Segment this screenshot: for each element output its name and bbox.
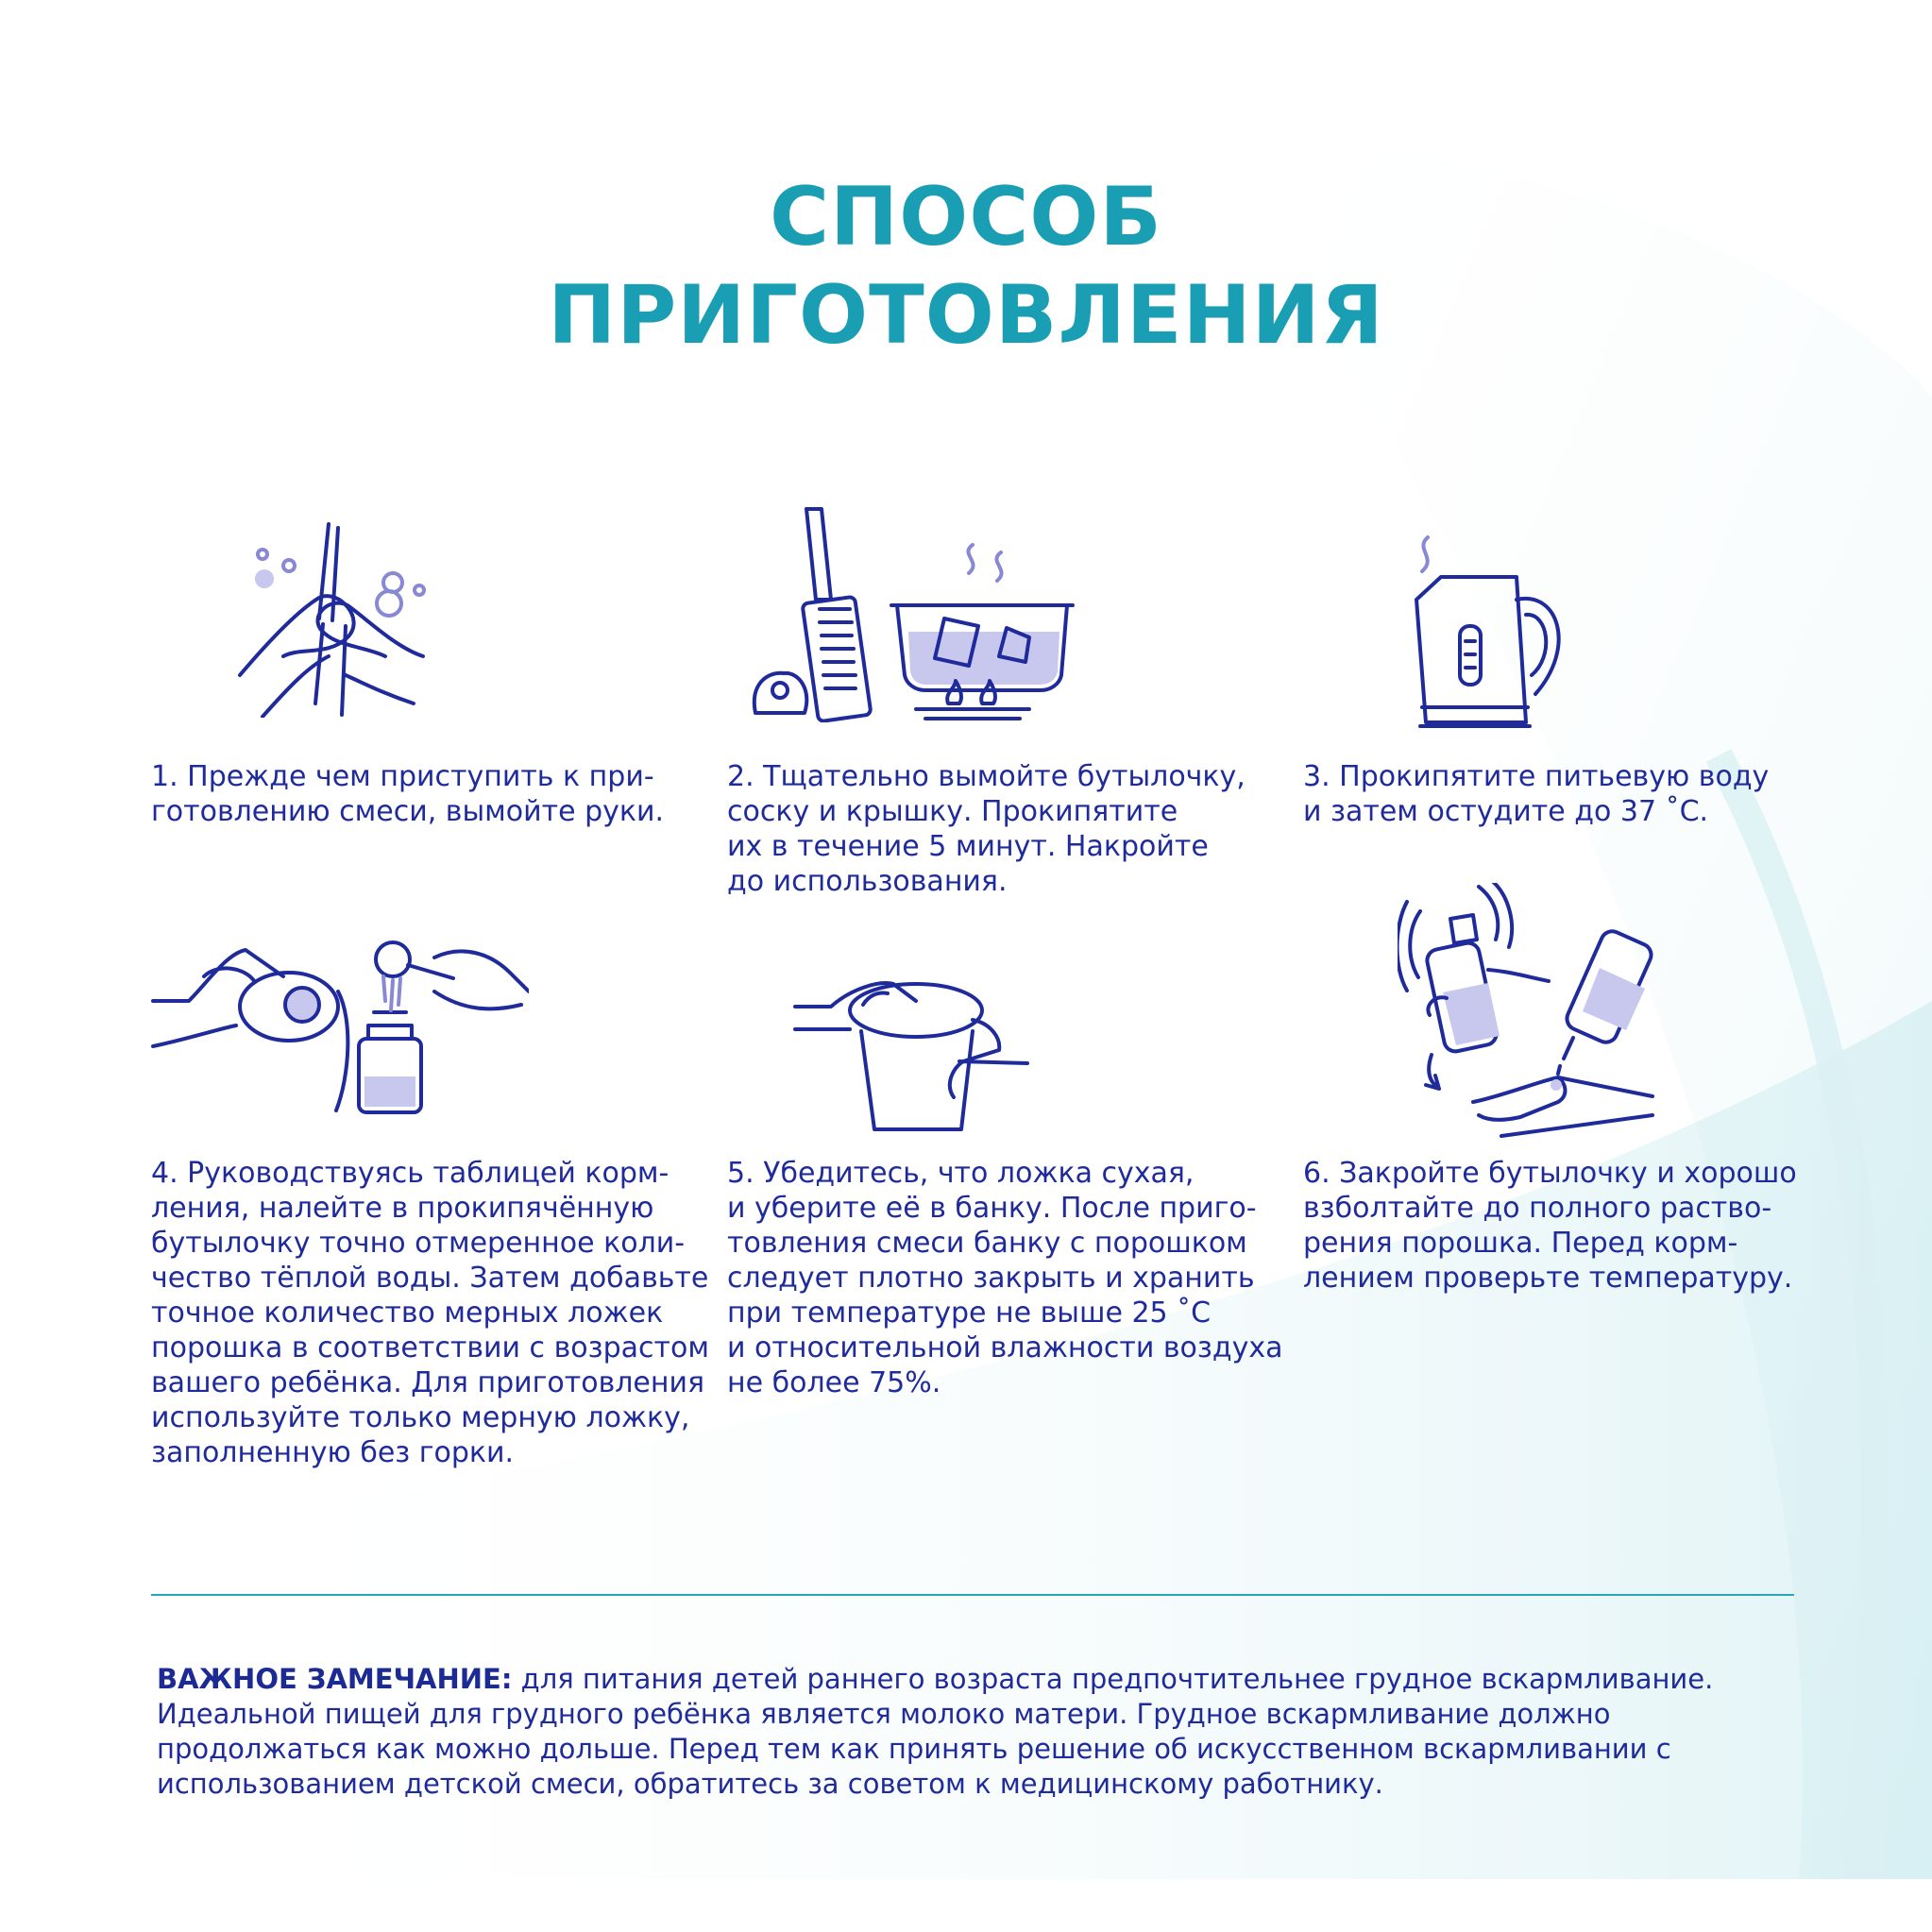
step-6-text: 6. Закройте бутылочку и хорошо взболтайте до полного раство- рения порошка. Перед корм- лением проверьте температуру.: [1303, 1157, 1797, 1295]
shaking-bottle-and-wrist-test-icon: [1398, 883, 1662, 1138]
important-note-lead: ВАЖНОЕ ЗАМЕЧАНИЕ:: [157, 1663, 513, 1695]
step-4-text: 4. Руководствуясь таблицей корм- ления, налейте в прокипячённую бутылочку точно отмеренное коли- чество тёплой воды. Затем добавьте точное количество мерных ложек порошка в соответствии с возрастом вашего ребёнка. Для приготовления используйте только мерную ложку, заполненную без горки.: [151, 1157, 709, 1469]
closing-can-icon: [793, 963, 1029, 1133]
measuring-spoon-and-bottle-icon: [151, 935, 529, 1114]
bottle-brush-and-boiling-pot-icon: [746, 505, 1086, 722]
important-note: [157, 1662, 1781, 1802]
hand-washing-icon: [234, 515, 432, 718]
step-1-text: 1. Прежде чем приступить к при- готовлению смеси, вымойте руки.: [151, 760, 665, 828]
step-5-text: 5. Убедитесь, что ложка сухая, и уберите её в банку. После приго- товления смеси банку с порошком следует плотно закрыть и хранить при температуре не выше 25 ˚С и относительной влажности воздуха не более 75%.: [727, 1157, 1283, 1399]
title-line-2: ПРИГОТОВЛЕНИЯ: [548, 268, 1384, 363]
step-3-text: 3. Прокипятите питьевую воду и затем остудите до 37 ˚С.: [1303, 760, 1770, 828]
divider-line: [151, 1594, 1794, 1596]
page-title: [0, 168, 1932, 364]
title-line-1: СПОСОБ: [770, 170, 1162, 264]
kettle-icon: [1407, 534, 1577, 732]
step-2-text: 2. Тщательно вымойте бутылочку, соску и крышку. Прокипятите их в течение 5 минут. Накройте до использования.: [727, 760, 1246, 898]
important-note-text: для питания детей раннего возраста предпочтительнее грудное вскармливание. Идеальной пищей для грудного ребёнка является молоко матери. Грудное вскармливание должно продолжаться как можно дольше. Перед тем как принять решение об искусственном вскармливании с использованием детской смеси, обратитесь за советом к медицинскому работнику.: [157, 1663, 1714, 1800]
